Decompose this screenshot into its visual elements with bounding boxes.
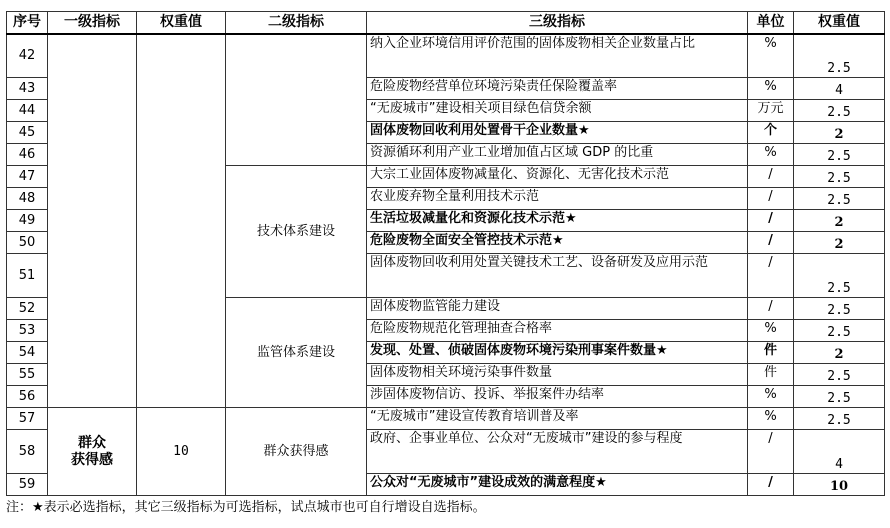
footnote: 注：★表示必选指标，其它三级指标为可选指标，试点城市也可自行增设自选指标。: [6, 500, 486, 515]
row-seq: 42: [7, 34, 48, 78]
weight-cell: 2: [794, 232, 885, 254]
unit-cell: /: [748, 210, 794, 232]
level3-indicator: 农业废弃物全量利用技术示范: [367, 188, 748, 210]
level3-indicator: 纳入企业环境信用评价范围的固体废物相关企业数量占比: [367, 34, 748, 78]
level3-indicator: 政府、企事业单位、公众对“无废城市”建设的参与程度: [367, 430, 748, 474]
weight1-cell-empty: [137, 34, 226, 408]
table-header-row: [7, 12, 885, 34]
row-seq: 59: [7, 474, 48, 496]
level3-indicator: 生活垃圾减量化和资源化技术示范★: [367, 210, 748, 232]
weight-cell: 2.5: [794, 188, 885, 210]
level3-indicator: 固体废物监管能力建设: [367, 298, 748, 320]
unit-cell: %: [748, 34, 794, 78]
row-seq: 46: [7, 144, 48, 166]
row-seq: 52: [7, 298, 48, 320]
weight-cell: 2.5: [794, 408, 885, 430]
weight-cell: 10: [794, 474, 885, 496]
weight-cell: 2: [794, 122, 885, 144]
level3-indicator: 固体废物相关环境污染事件数量: [367, 364, 748, 386]
level2-cell: 监管体系建设: [226, 298, 367, 408]
unit-cell: 万元: [748, 100, 794, 122]
unit-cell: /: [748, 166, 794, 188]
level3-indicator: 大宗工业固体废物减量化、资源化、无害化技术示范: [367, 166, 748, 188]
row-seq: 44: [7, 100, 48, 122]
level3-indicator: 资源循环利用产业工业增加值占区域 GDP 的比重: [367, 144, 748, 166]
row-seq: 55: [7, 364, 48, 386]
header-unit: 单位: [748, 12, 794, 34]
weight-cell: 2.5: [794, 100, 885, 122]
row-seq: 47: [7, 166, 48, 188]
weight-cell: 4: [794, 430, 885, 474]
unit-cell: 件: [748, 364, 794, 386]
row-seq: 51: [7, 254, 48, 298]
table-row: [7, 408, 885, 430]
row-seq: 53: [7, 320, 48, 342]
weight-cell: 2.5: [794, 254, 885, 298]
level3-indicator: 危险废物全面安全管控技术示范★: [367, 232, 748, 254]
level1-label: 群众 获得感: [71, 434, 113, 468]
unit-cell: /: [748, 298, 794, 320]
table-row: [7, 34, 885, 78]
level3-indicator: 涉固体废物信访、投诉、举报案件办结率: [367, 386, 748, 408]
unit-cell: /: [748, 188, 794, 210]
level3-indicator: “无废城市”建设宣传教育培训普及率: [367, 408, 748, 430]
level3-indicator: 危险废物经营单位环境污染责任保险覆盖率: [367, 78, 748, 100]
level3-indicator: “无废城市”建设相关项目绿色信贷余额: [367, 100, 748, 122]
level3-indicator: 发现、处置、侦破固体废物环境污染刑事案件数量★: [367, 342, 748, 364]
unit-cell: %: [748, 78, 794, 100]
row-seq: 54: [7, 342, 48, 364]
header-weight3: 权重值: [794, 12, 885, 34]
unit-cell: /: [748, 474, 794, 496]
row-seq: 48: [7, 188, 48, 210]
header-weight1: 权重值: [137, 12, 226, 34]
row-seq: 43: [7, 78, 48, 100]
weight-cell: 2.5: [794, 34, 885, 78]
row-seq: 56: [7, 386, 48, 408]
level2-cell: 群众获得感: [226, 408, 367, 496]
level3-indicator: 固体废物回收利用处置关键技术工艺、设备研发及应用示范: [367, 254, 748, 298]
level3-indicator: 危险废物规范化管理抽查合格率: [367, 320, 748, 342]
unit-cell: 件: [748, 342, 794, 364]
weight-cell: 2.5: [794, 386, 885, 408]
level2-cell: 技术体系建设: [226, 166, 367, 298]
level1-cell-public: [48, 408, 137, 496]
unit-cell: %: [748, 320, 794, 342]
unit-cell: %: [748, 144, 794, 166]
row-seq: 50: [7, 232, 48, 254]
level3-indicator: 固体废物回收利用处置骨干企业数量★: [367, 122, 748, 144]
level1-cell-empty: [48, 34, 137, 408]
weight-cell: 2: [794, 342, 885, 364]
weight-cell: 2.5: [794, 320, 885, 342]
weight-cell: 2: [794, 210, 885, 232]
unit-cell: /: [748, 430, 794, 474]
weight-cell: 2.5: [794, 298, 885, 320]
unit-cell: /: [748, 232, 794, 254]
indicator-table: [6, 11, 885, 496]
level2-cell: [226, 34, 367, 166]
level3-indicator: 公众对“无废城市”建设成效的满意程度★: [367, 474, 748, 496]
unit-cell: %: [748, 408, 794, 430]
weight-cell: 4: [794, 78, 885, 100]
header-level1: 一级指标: [48, 12, 137, 34]
weight-cell: 2.5: [794, 364, 885, 386]
weight-cell: 2.5: [794, 166, 885, 188]
row-seq: 58: [7, 430, 48, 474]
row-seq: 49: [7, 210, 48, 232]
row-seq: 45: [7, 122, 48, 144]
weight-cell: 2.5: [794, 144, 885, 166]
unit-cell: 个: [748, 122, 794, 144]
weight1-cell-public: 10: [137, 408, 226, 496]
unit-cell: /: [748, 254, 794, 298]
header-level2: 二级指标: [226, 12, 367, 34]
header-level3: 三级指标: [367, 12, 748, 34]
row-seq: 57: [7, 408, 48, 430]
unit-cell: %: [748, 386, 794, 408]
header-seq: 序号: [7, 12, 48, 34]
